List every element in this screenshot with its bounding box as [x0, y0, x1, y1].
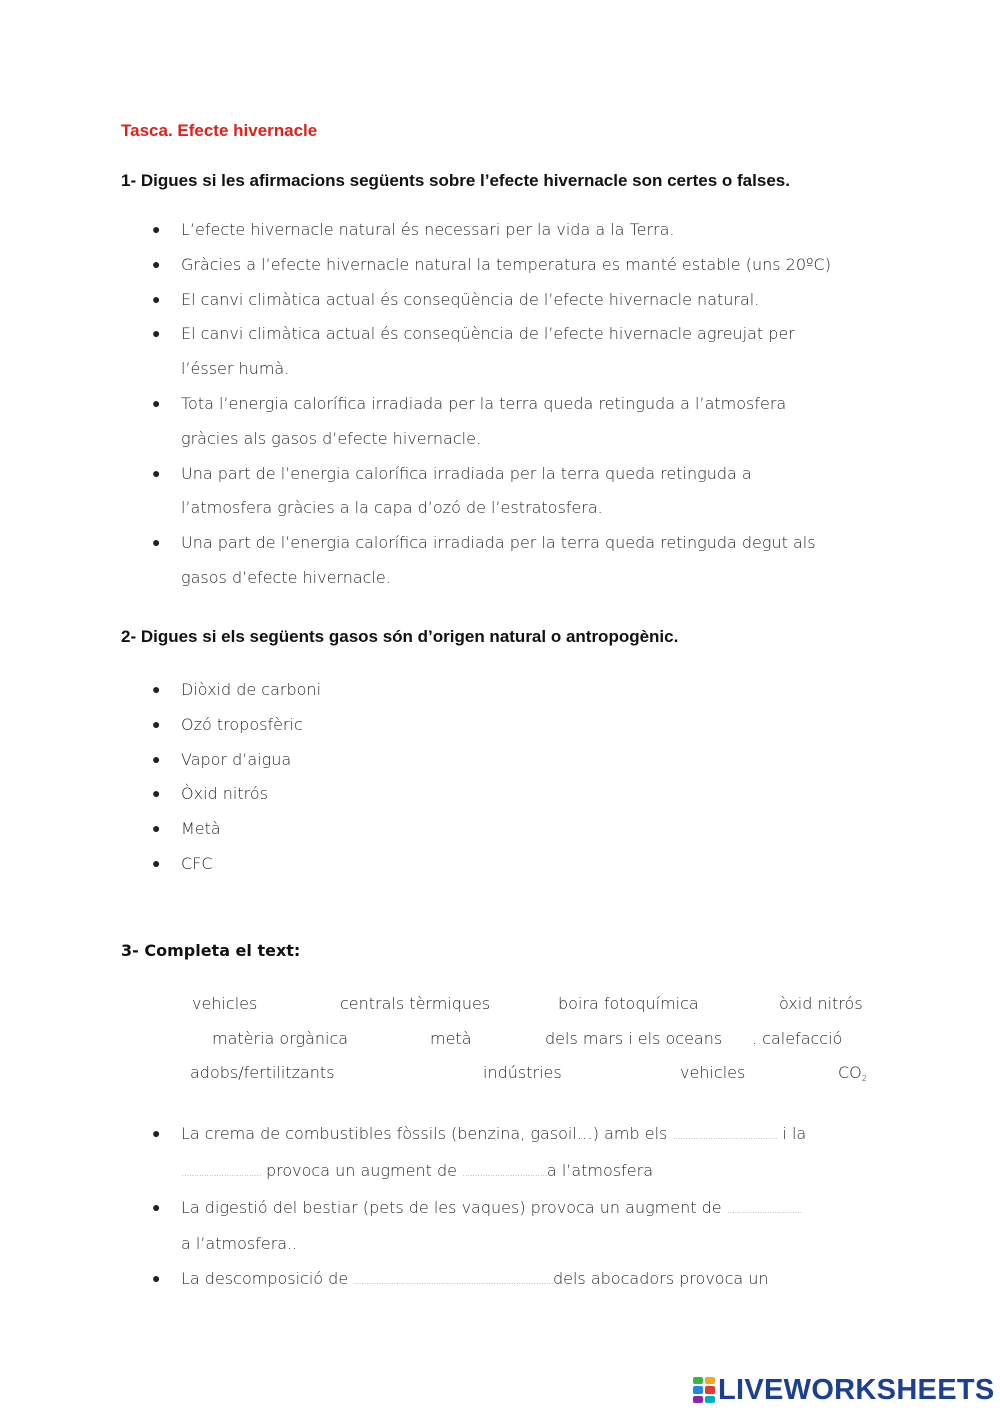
word-bank-item: vehicles — [680, 1063, 746, 1082]
statement-continuation — [150, 561, 890, 596]
bullet-icon: ● — [152, 395, 161, 412]
bullet-icon: ● — [152, 682, 161, 698]
bullet-icon: ● — [152, 465, 161, 482]
word-bank-item-co2: $CO_2$ — [838, 1063, 867, 1083]
blank-field[interactable]: .................................. — [462, 1165, 547, 1179]
word-bank-item: dels mars i els oceans — [545, 1029, 723, 1048]
bullet-icon: ● — [152, 291, 161, 308]
bullet-icon: ● — [152, 326, 161, 343]
statement-item — [150, 387, 890, 422]
bullet-icon: ● — [152, 716, 161, 733]
sentence-2: ● La digestió del bestiar (pets de les vaques) provoca un augment de .............................. — [152, 1197, 802, 1217]
logo-square — [705, 1386, 715, 1393]
word-bank-item: adobs/fertilitzants — [190, 1063, 335, 1082]
statement-text: Tota l’energia calorífica irradiada per la terra queda retinguda a l’atmosfera — [181, 393, 787, 413]
sentence-1: ● La crema de combustibles fòssils (benzina, gasoil…) amb els .......................................... i la — [152, 1124, 807, 1143]
logo-text: LIVEWORKSHEETS — [718, 1373, 995, 1406]
statement-continuation — [150, 422, 890, 457]
statement-item — [150, 248, 890, 283]
bullet-icon: ● — [152, 535, 161, 552]
gas-name: CFC — [181, 853, 213, 873]
word-bank-item: centrals tèrmiques — [340, 994, 491, 1013]
gas-name: Òxid nitrós — [181, 784, 268, 804]
statement-text: El canvi climàtica actual és conseqüència de l’efecte hivernacle natural. — [181, 289, 760, 309]
logo-square — [693, 1377, 703, 1384]
gas-item — [150, 743, 890, 778]
statement-text: El canvi climàtica actual és conseqüència de l’efecte hivernacle agreujat per — [181, 324, 795, 344]
statement-text: Una part de l’energia calorífica irradiada per la terra queda retinguda a — [181, 463, 752, 483]
gas-item — [150, 673, 890, 708]
logo-square — [705, 1396, 715, 1403]
bullet-icon: ● — [152, 855, 161, 872]
statement-item — [150, 317, 890, 352]
question-2-gases — [150, 673, 890, 882]
liveworksheets-logo — [693, 1373, 995, 1407]
statement-item — [150, 457, 890, 492]
word-bank-item: . calefacció — [752, 1029, 843, 1048]
statement-text: gràcies als gasos d’efecte hivernacle. — [181, 428, 481, 448]
statement-text: Una part de l’energia calorífica irradiada per la terra queda retinguda degut als — [181, 533, 816, 553]
statement-text: L’efecte hivernacle natural és necessari per la vida a la Terra. — [181, 220, 675, 239]
question-3-heading: 3- Completa el text: — [121, 941, 301, 960]
question-3-sentences — [150, 1117, 890, 1299]
gas-item — [150, 777, 890, 812]
gas-item — [150, 847, 890, 882]
gas-name: Ozó troposfèric — [181, 714, 303, 734]
word-bank-item: matèria orgànica — [212, 1029, 349, 1048]
logo-square — [705, 1377, 715, 1384]
logo-icon — [693, 1377, 715, 1403]
statement-continuation — [150, 491, 890, 526]
question-1-heading: 1- Digues si les afirmacions següents sobre l’efecte hivernacle son certes o falses. — [121, 171, 790, 190]
sentence-1-continued: ................................ provoca un augment de ..................................a l’atmosfera — [181, 1160, 653, 1180]
statement-text: l’ésser humà. — [181, 359, 290, 379]
statement-item — [150, 213, 890, 248]
gas-name: Vapor d’aigua — [181, 749, 292, 769]
statement-continuation — [150, 352, 890, 387]
sentence-3: ● La descomposició de ................................................................................dels abocadors provoca un — [152, 1269, 769, 1289]
word-bank-item: boira fotoquímica — [558, 994, 699, 1013]
logo-square — [693, 1396, 703, 1403]
sentence-2-continued: a l’atmosfera.. — [181, 1234, 298, 1254]
gas-name: Metà — [181, 819, 221, 839]
statement-text: gasos d’efecte hivernacle. — [181, 567, 391, 587]
question-2-heading: 2- Digues si els següents gasos són d’origen natural o antropogènic. — [121, 627, 679, 646]
blank-field[interactable]: ................................................................................ — [353, 1274, 553, 1288]
blank-field[interactable]: .............................. — [726, 1202, 802, 1216]
statement-item — [150, 283, 890, 318]
word-bank-item: vehicles — [192, 994, 258, 1013]
statement-text: l’atmosfera gràcies a la capa d’ozó de l’estratosfera. — [181, 498, 603, 518]
gas-name: Diòxid de carboni — [181, 680, 322, 699]
word-bank-item: indústries — [483, 1063, 562, 1082]
bullet-icon: ● — [152, 751, 161, 768]
word-bank-item: metà — [430, 1029, 472, 1048]
question-1-statements — [150, 213, 890, 596]
bullet-icon: ● — [152, 821, 161, 838]
statement-item — [150, 526, 890, 561]
bullet-icon: ● — [152, 256, 161, 273]
gas-item — [150, 708, 890, 743]
gas-item — [150, 812, 890, 847]
blank-field[interactable]: .......................................... — [672, 1129, 778, 1142]
bullet-icon: ● — [152, 786, 161, 803]
word-bank-item: òxid nitrós — [779, 994, 863, 1013]
logo-square — [693, 1386, 703, 1393]
bullet-icon: ● — [152, 222, 161, 238]
page-title: Tasca. Efecte hivernacle — [121, 121, 318, 140]
statement-text: Gràcies a l’efecte hivernacle natural la temperatura es manté estable (uns 20ºC) — [181, 254, 831, 274]
blank-field[interactable]: ................................ — [181, 1165, 261, 1179]
